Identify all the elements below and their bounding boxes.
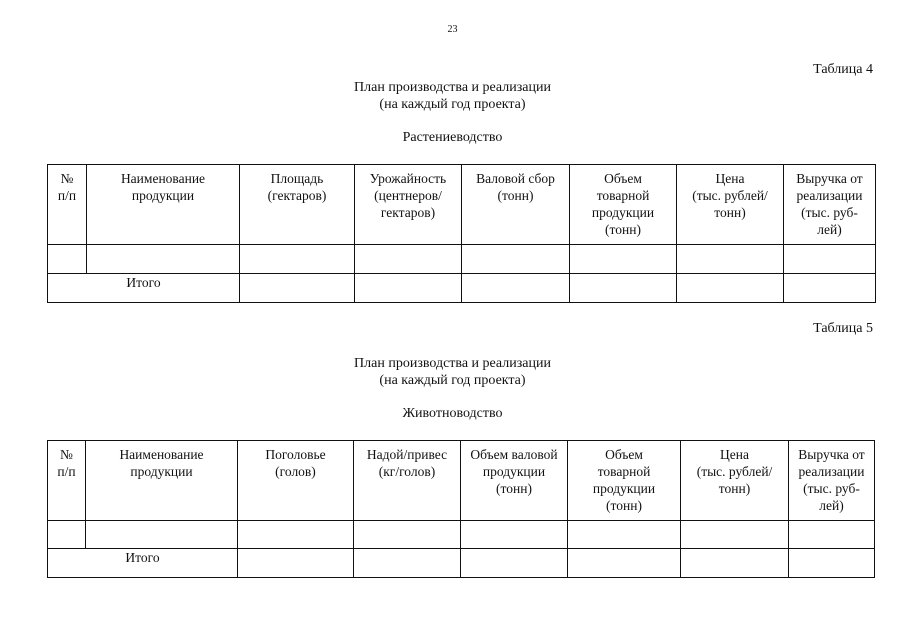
header-text-line: п/п (57, 464, 76, 479)
header-text-line: Площадь (270, 171, 324, 186)
header-text-line: Надой/привес (366, 447, 448, 462)
header-text-line: реализации (796, 188, 863, 203)
table4-header-cell (677, 165, 784, 245)
table4-cell (677, 274, 784, 303)
header-text-line: Объем (605, 447, 643, 462)
table4-total-label: Итого (48, 274, 240, 303)
table4-cell (462, 245, 570, 274)
header-text-line: Поголовье (265, 447, 326, 462)
table4-total-row (48, 274, 876, 303)
header-text-line: № (60, 447, 73, 462)
header-text-line: Урожайность (369, 171, 447, 186)
header-text-line: продукции (482, 464, 546, 479)
table5-header-cell (789, 441, 875, 521)
table4-cell (355, 274, 462, 303)
header-text-line: № (60, 171, 74, 186)
header-text-line: (тонн) (497, 188, 534, 203)
table5-cell (568, 549, 681, 578)
table4-header-cell (462, 165, 570, 245)
table4-cell (48, 245, 87, 274)
header-text-line: (центнеров/ (374, 188, 442, 203)
header-text-line: лей) (817, 222, 842, 237)
header-text-line: реализации (798, 464, 865, 479)
table5-header-cell (354, 441, 461, 521)
table5-cell (48, 521, 86, 549)
table4-cell (784, 274, 876, 303)
table5-header-cell (461, 441, 568, 521)
table4-cell (355, 245, 462, 274)
table5-total-label: Итого (48, 549, 238, 578)
table5-cell (461, 521, 568, 549)
table4-cell (240, 245, 355, 274)
table4-title-line2: (на каждый год проекта) (379, 97, 526, 112)
header-text-line: Выручка от (796, 171, 863, 186)
table5-cell (238, 521, 354, 549)
table5-header-cell (238, 441, 354, 521)
header-text-line: (тыс. рублей/ (692, 188, 768, 203)
page-number: 23 (447, 24, 458, 35)
header-text-line: гектаров) (380, 205, 436, 220)
table4-empty-row (48, 245, 876, 274)
header-text-line: продукции (130, 464, 193, 479)
table4 (47, 164, 876, 303)
header-text-line: Наименование (120, 171, 206, 186)
table4-label: Таблица 4 (813, 62, 873, 77)
header-text-line: (тыс. рублей/ (696, 464, 773, 479)
table5-label: Таблица 5 (813, 321, 873, 336)
table5-cell (789, 549, 875, 578)
table4-cell (570, 245, 677, 274)
header-text-line: Цена (715, 171, 745, 186)
header-text-line: (кг/голов) (378, 464, 436, 479)
header-text-line: продукции (131, 188, 195, 203)
header-text-line: Объем (604, 171, 642, 186)
table4-cell (677, 245, 784, 274)
table5-section-title: Животноводство (402, 406, 503, 421)
table4-cell (240, 274, 355, 303)
header-text-line: тонн) (714, 205, 746, 220)
table5-title-line2: (на каждый год проекта) (379, 373, 526, 388)
table5-cell (681, 521, 789, 549)
header-text-line: Объем валовой (470, 447, 558, 462)
header-text-line: Цена (720, 447, 749, 462)
table5-header-row (48, 441, 875, 521)
table5-cell (354, 521, 461, 549)
table4-cell (87, 245, 240, 274)
table5-header-cell (681, 441, 789, 521)
header-text-line: лей) (819, 498, 844, 513)
header-text-line: товарной (597, 464, 651, 479)
table5-title-line1: План производства и реализации (354, 356, 551, 371)
table4-header-cell (355, 165, 462, 245)
table4-header-cell (784, 165, 876, 245)
table5-cell (86, 521, 238, 549)
table4-cell (570, 274, 677, 303)
header-text-line: (тыс. руб- (803, 481, 860, 496)
table4-section-title: Растениеводство (402, 130, 503, 145)
table4-header-cell (48, 165, 87, 245)
table4-cell (462, 274, 570, 303)
header-text-line: Наименование (119, 447, 204, 462)
header-text-line: продукции (592, 481, 656, 496)
table4-header-row (48, 165, 876, 245)
header-text-line: Валовой сбор (476, 171, 555, 186)
header-text-line: товарной (596, 188, 650, 203)
table4-header-cell (240, 165, 355, 245)
table5-cell (354, 549, 461, 578)
table5-cell (238, 549, 354, 578)
table5-header-cell (86, 441, 238, 521)
table5-header-cell (48, 441, 86, 521)
header-text-line: (тонн) (606, 498, 642, 513)
header-text-line: тонн) (718, 481, 751, 496)
table5-header-cell (568, 441, 681, 521)
header-text-line: Выручка от (798, 447, 865, 462)
header-text-line: (тыс. руб- (801, 205, 858, 220)
table5-cell (461, 549, 568, 578)
header-text-line: п/п (57, 188, 77, 203)
table5-cell (789, 521, 875, 549)
header-text-line: (тонн) (496, 481, 532, 496)
table4-title-line1: План производства и реализации (354, 80, 551, 95)
table4-cell (784, 245, 876, 274)
header-text-line: продукции (591, 205, 655, 220)
table5 (47, 440, 875, 578)
header-text-line: (гектаров) (267, 188, 327, 203)
table4-header-cell (570, 165, 677, 245)
table4-header-cell (87, 165, 240, 245)
header-text-line: (тонн) (605, 222, 641, 237)
table5-total-row (48, 549, 875, 578)
header-text-line: (голов) (275, 464, 316, 479)
table5-cell (681, 549, 789, 578)
table5-empty-row (48, 521, 875, 549)
table5-cell (568, 521, 681, 549)
